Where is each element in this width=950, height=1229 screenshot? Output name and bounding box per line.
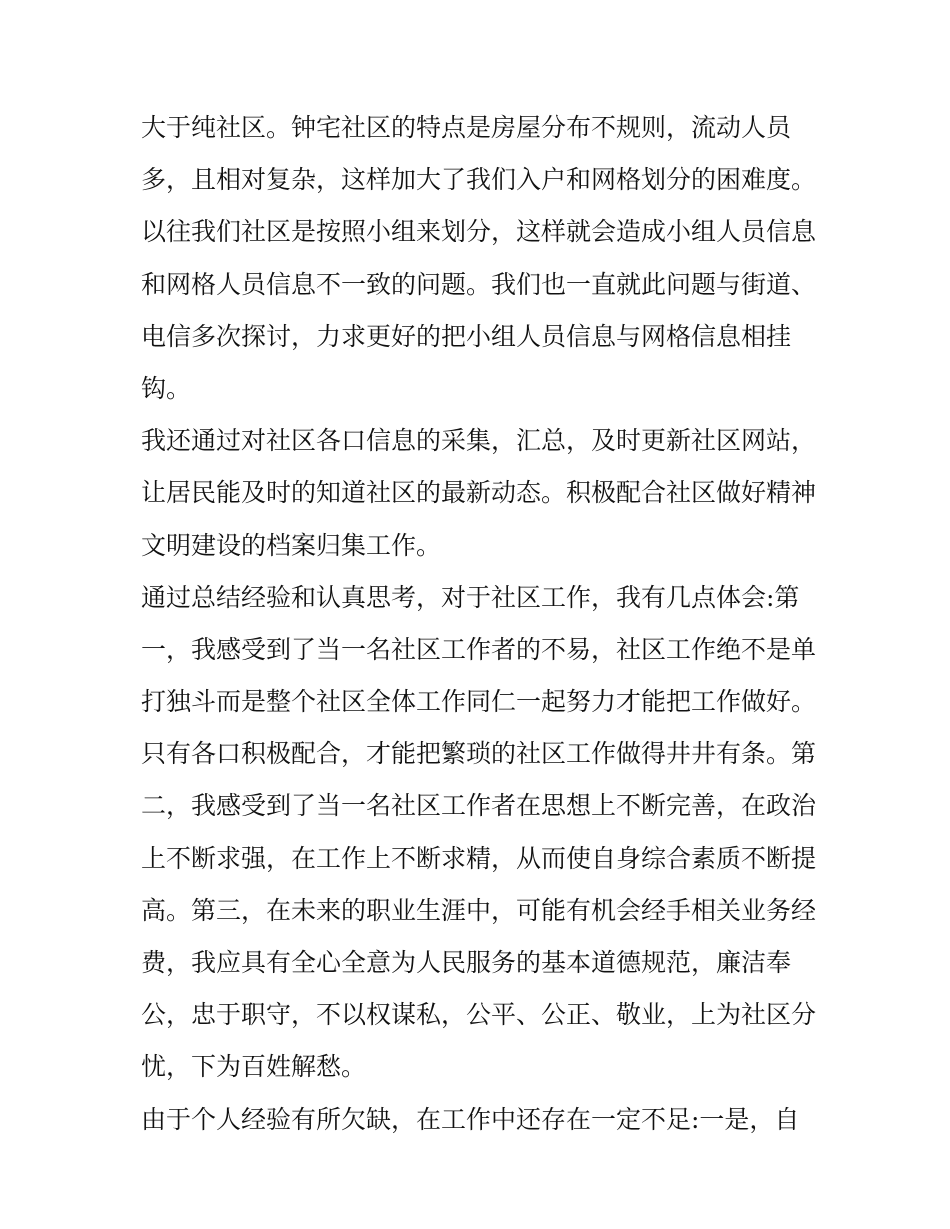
text-line: 费，我应具有全心全意为人民服务的基本道德规范，廉洁奉 (141, 948, 792, 977)
text-line: 公，忠于职守，不以权谋私，公平、公正、敬业，上为社区分 (141, 1000, 817, 1030)
paragraph-reflections (141, 572, 821, 1094)
text-line: 和网格人员信息不一致的问题。我们也一直就此问题与街道、 (141, 269, 817, 299)
text-line: 电信多次探讨，力求更好的把小组人员信息与网格信息相挂 (141, 321, 792, 351)
text-line: 上不断求强，在工作上不断求精，从而使自身综合素质不断提 (141, 843, 817, 873)
text-line: 多，且相对复杂，这样加大了我们入户和网格划分的困难度。 (141, 165, 817, 195)
text-line: 文明建设的档案归集工作。 (141, 530, 442, 560)
text-line: 只有各口积极配合，才能把繁琐的社区工作做得井井有条。第 (141, 739, 817, 769)
text-line: 以往我们社区是按照小组来划分，这样就会造成小组人员信息 (141, 217, 817, 247)
text-line: 钩。 (141, 373, 192, 403)
text-line: 通过总结经验和认真思考，对于社区工作，我有几点体会:第 (141, 582, 800, 612)
paragraph-information-collection (141, 415, 821, 572)
text-line: 二，我感受到了当一名社区工作者在思想上不断完善，在政治 (141, 791, 817, 821)
document-body (141, 102, 821, 1146)
text-line: 一，我感受到了当一名社区工作者的不易，社区工作绝不是单 (141, 634, 817, 664)
text-line: 由于个人经验有所欠缺，在工作中还存在一定不足:一是，自 (141, 1104, 800, 1134)
text-line: 让居民能及时的知道社区的最新动态。积极配合社区做好精神 (141, 478, 817, 508)
text-line: 我还通过对社区各口信息的采集，汇总，及时更新社区网站， (141, 426, 817, 456)
text-line: 大于纯社区。钟宅社区的特点是房屋分布不规则，流动人员 (141, 113, 792, 142)
paragraph-community-grid (141, 102, 821, 415)
paragraph-shortcomings (141, 1094, 821, 1146)
text-line: 高。第三，在未来的职业生涯中，可能有机会经手相关业务经 (141, 895, 817, 925)
text-line: 忧，下为百姓解愁。 (141, 1052, 367, 1082)
text-line: 打独斗而是整个社区全体工作同仁一起努力才能把工作做好。 (141, 687, 817, 717)
